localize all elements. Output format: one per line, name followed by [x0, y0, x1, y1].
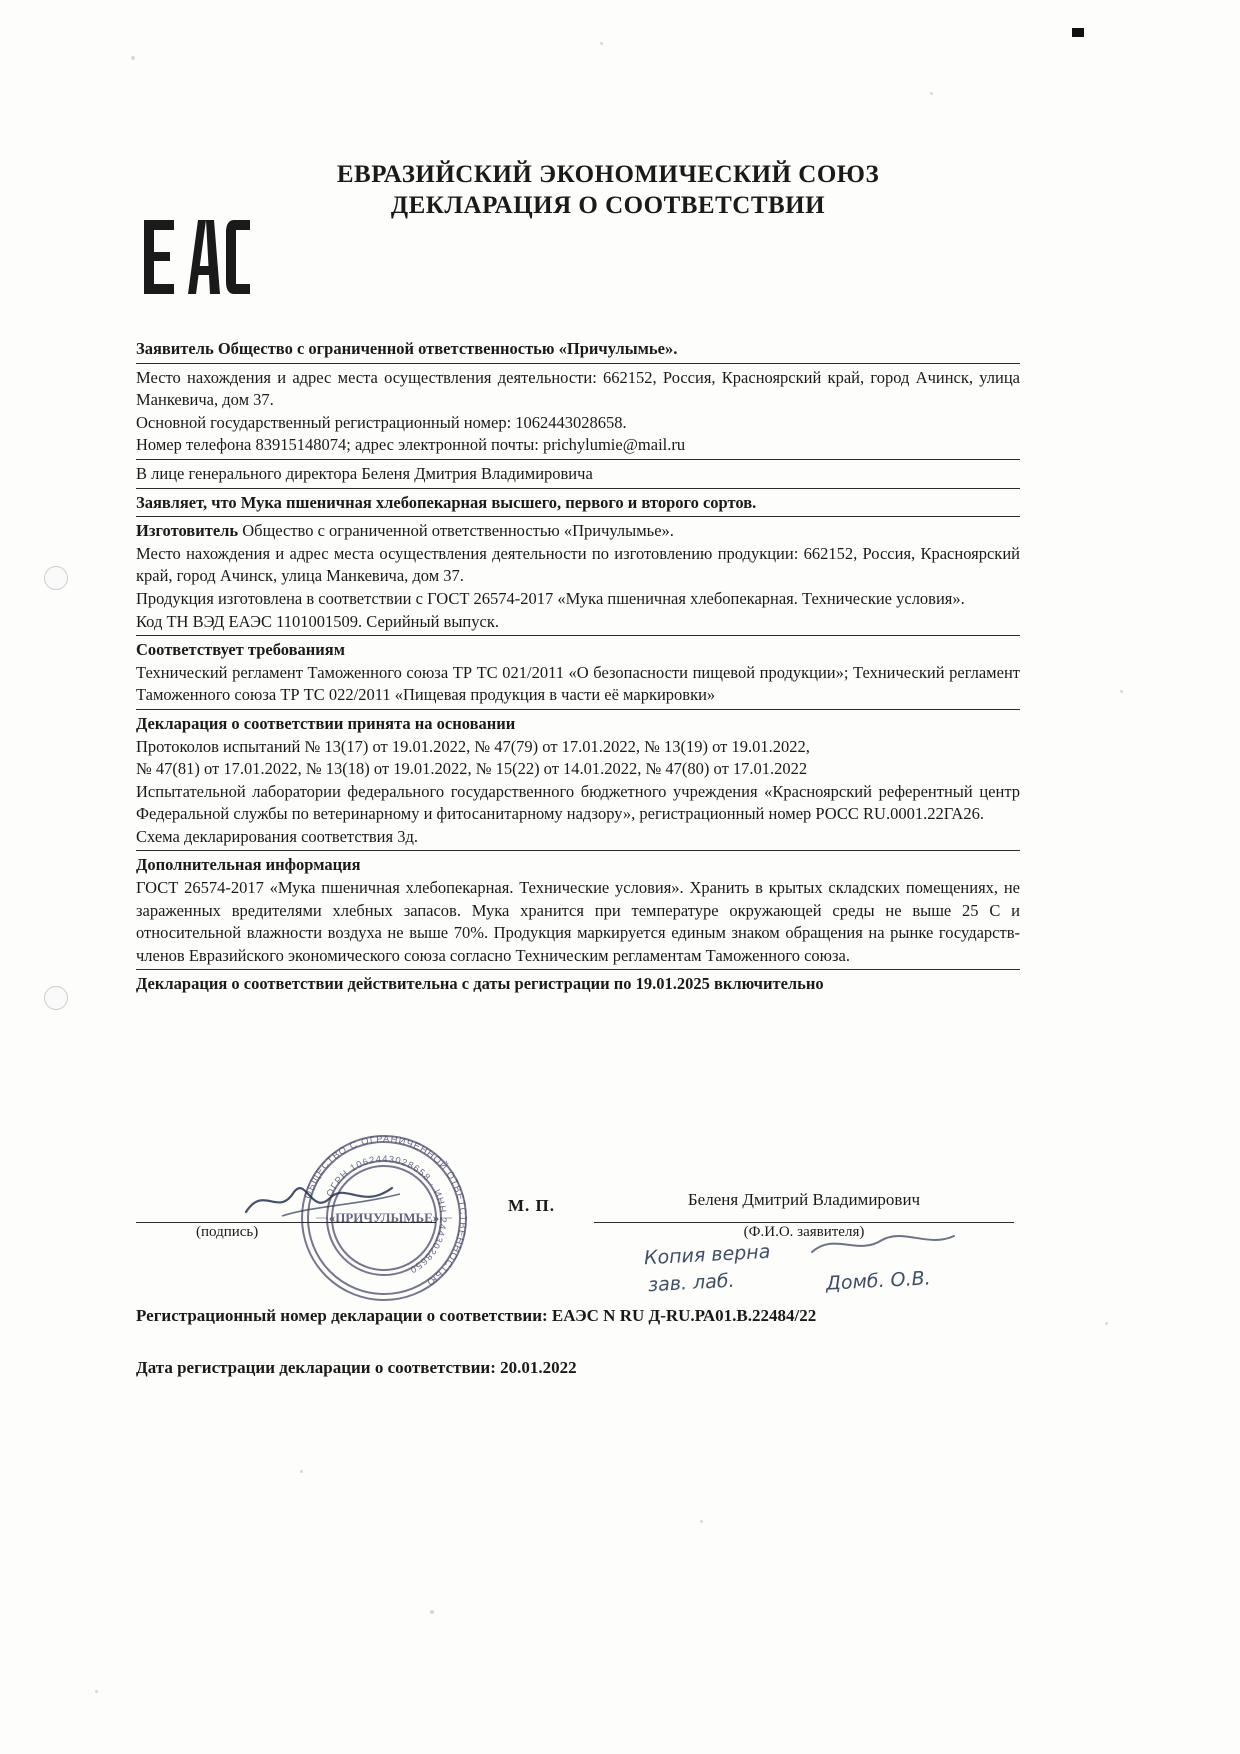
- divider: [136, 459, 1020, 460]
- page-title: [198, 160, 1018, 221]
- conformity-heading: Соответствует требованиям: [136, 640, 345, 660]
- hole-punch-mark-bottom: [44, 986, 68, 1010]
- registration-number: Регистрационный номер декларации о соответствии: ЕАЭС N RU Д-RU.РА01.В.22484/22: [136, 1306, 817, 1325]
- scan-speck: [700, 1520, 703, 1523]
- applicant-representative: В лице генерального директора Беленя Дмитрия Владимировича: [136, 463, 593, 483]
- scan-speck: [131, 56, 135, 60]
- applicant-contacts: Номер телефона 83915148074; адрес электронной почты: prichylumie@mail.ru: [136, 435, 686, 455]
- divider: [136, 709, 1020, 710]
- hole-punch-mark-top: [44, 566, 68, 590]
- scan-speck: [930, 92, 933, 95]
- handwritten-note-line-2: зав. лаб.: [647, 1269, 736, 1297]
- scan-speck: [300, 1470, 303, 1473]
- registration-date: Дата регистрации декларации о соответствии: 20.01.2022: [136, 1358, 577, 1377]
- scan-speck: [430, 1610, 434, 1614]
- signature-line-left: [136, 1222, 436, 1223]
- signature-caption: (подпись): [196, 1224, 259, 1240]
- handwritten-note-line-1: Копия верна: [643, 1240, 771, 1270]
- divider: [136, 850, 1020, 851]
- applicant-address: Место нахождения и адрес места осуществления деятельности: 662152, Россия, Красноярский край, город Ачинск, улица Манкевича, дом 37.: [136, 367, 1020, 410]
- manufacturer-line: Изготовитель Общество с ограниченной ответственностью «Причулымье».: [136, 521, 674, 541]
- manufacturer-name: Общество с ограниченной ответственностью «Причулымье».: [242, 521, 674, 541]
- manufacturer-address: Место нахождения и адрес места осуществления деятельности по изготовлению продукции: 662152, Россия, Красноярский край, город Ачинск, улица Манкевича, дом 37.: [136, 543, 1020, 586]
- title-line-1: ЕВРАЗИЙСКИЙ ЭКОНОМИЧЕСКИЙ СОЮЗ: [336, 161, 880, 188]
- scan-corner-mark: [1072, 28, 1084, 37]
- handwritten-note-flourish: [808, 1230, 958, 1260]
- divider: [136, 488, 1020, 489]
- basis-laboratory: Испытательной лаборатории федерального государственного бюджетного учреждения «Красноярский референтный центр Федеральной службы по ветеринарному и фитосанитарному надзору», регистрационный номер РОСС RU.0001.22ГА26.: [136, 781, 1020, 824]
- conformity-text: Технический регламент Таможенного союза ТР ТС 021/2011 «О безопасности пищевой продукции»; Технический регламент Таможенного союза ТР ТС 022/2011 «Пищевая продукция в части её маркировки»: [136, 662, 1020, 705]
- basis-heading: Декларация о соответствии принята на основании: [136, 713, 516, 733]
- eac-mark-icon: [142, 218, 252, 296]
- divider: [136, 363, 1020, 364]
- handwritten-note-signature: Домб. О.В.: [825, 1267, 932, 1295]
- applicant-ogrn: Основной государственный регистрационный номер: 1062443028658.: [136, 412, 627, 432]
- svg-text:«ПРИЧУЛЫМЬЕ»: «ПРИЧУЛЫМЬЕ»: [328, 1210, 440, 1225]
- additional-heading: Дополнительная информация: [136, 855, 361, 875]
- handwritten-signature: [242, 1176, 412, 1222]
- divider: [136, 635, 1020, 636]
- basis-protocols-line-1: Протоколов испытаний № 13(17) от 19.01.2022, № 47(79) от 17.01.2022, № 13(19) от 19.01.2022,: [136, 736, 810, 756]
- document-header: [138, 160, 1018, 221]
- svg-text:ОГРН 1062443028658 · ИНН 24430: ОГРН 1062443028658 · ИНН 2443028650: [324, 1153, 449, 1276]
- additional-text: ГОСТ 26574-2017 «Мука пшеничная хлебопекарная. Технические условия». Хранить в крытых складских помещениях, не зараженных вредителями хлебных запасов. Мука хранится при температуре окружающей среды не выше 25 С и относительной влажности воздуха не выше 70%. Продукция маркируется единым знаком обращения на рынке государств-членов Евразийского экономического союза согласно Техническим регламентам Таможенного союза.: [136, 878, 1020, 965]
- basis-scheme: Схема декларирования соответствия 3д.: [136, 826, 418, 846]
- applicant-line: Заявитель Общество с ограниченной ответственностью «Причулымье».: [136, 339, 678, 358]
- divider: [136, 969, 1020, 970]
- svg-text:ОБЩЕСТВО С ОГРАНИЧЕННОЙ ОТВЕТС: ОБЩЕСТВО С ОГРАНИЧЕННОЙ ОТВЕТСТВЕННОСТЬЮ: [302, 1133, 469, 1289]
- document-body: [136, 338, 1020, 996]
- divider: [136, 516, 1020, 517]
- manufacturer-tnved: Код ТН ВЭД ЕАЭС 1101001509. Серийный выпуск.: [136, 611, 499, 631]
- declares-product: Заявляет, что Мука пшеничная хлебопекарная высшего, первого и второго сортов.: [136, 492, 757, 512]
- manufacturer-standard: Продукция изготовлена в соответствии с ГОСТ 26574-2017 «Мука пшеничная хлебопекарная. Технические условия».: [136, 588, 965, 608]
- basis-protocols-line-2: № 47(81) от 17.01.2022, № 13(18) от 19.01.2022, № 15(22) от 14.01.2022, № 47(80) от 17.01.2022: [136, 759, 808, 779]
- mp-label: М. П.: [508, 1196, 556, 1215]
- scan-speck: [600, 42, 603, 45]
- signature-block: [136, 1118, 1020, 1308]
- scan-speck: [1105, 1322, 1108, 1325]
- signatory-name: Беленя Дмитрий Владимирович: [687, 1190, 921, 1209]
- signatory-caption: (Ф.И.О. заявителя): [743, 1224, 865, 1240]
- signature-line-right: [594, 1222, 1014, 1223]
- scan-speck: [1120, 690, 1123, 693]
- scan-speck: [95, 1690, 98, 1693]
- title-line-2: ДЕКЛАРАЦИЯ О СООТВЕТСТВИИ: [390, 191, 826, 219]
- validity-line: Декларация о соответствии действительна с даты регистрации по 19.01.2025 включительно: [136, 974, 824, 994]
